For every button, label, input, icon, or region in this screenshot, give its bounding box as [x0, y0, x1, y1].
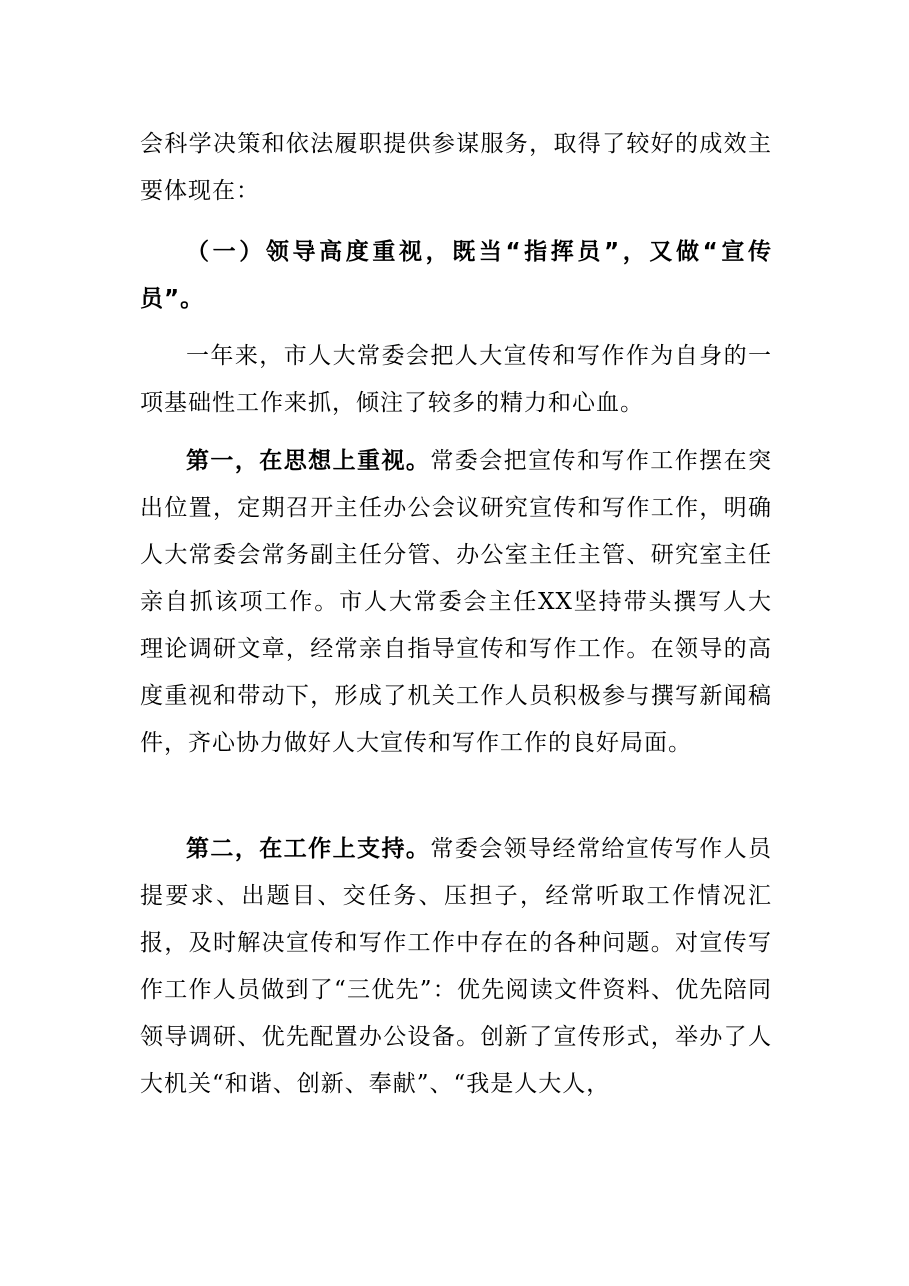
- intro-paragraph: 会科学决策和依法履职提供参谋服务，取得了较好的成效主要体现在：: [140, 131, 772, 204]
- section-heading: （一）领导高度重视，既当“指挥员”，又做“宣传员”。: [140, 239, 772, 312]
- first-point-lead: 第一，在思想上重视。: [186, 448, 431, 474]
- first-point-body: 常委会把宣传和写作工作摆在突出位置，定期召开主任办公会议研究宣传和写作工作，明确人大常委会常务副主任分管、办公室主任主管、研究室主任亲自抓该项工作。市人大常委会主任XX坚持带头撰写人大理论调研文章，经常亲自指导宣传和写作工作。在领导的高度重视和带动下，形成了机关工作人员积极参与撰写新闻稿件，齐心协力做好人大宣传和写作工作的良好局面。: [140, 448, 773, 756]
- overview-paragraph: 一年来，市人大常委会把人大宣传和写作作为自身的一项基础性工作来抓，倾注了较多的精力和心血。: [140, 343, 772, 416]
- second-point-lead: 第二，在工作上支持。: [186, 836, 431, 862]
- first-point-paragraph: [140, 438, 772, 767]
- second-point-body: 常委会领导经常给宣传写作人员提要求、出题目、交任务、压担子，经常听取工作情况汇报，及时解决宣传和写作工作中存在的各种问题。对宣传写作工作人员做到了“三优先”：优先阅读文件资料、优先陪同领导调研、优先配置办公设备。创新了宣传形式，举办了人大机关“和谐、创新、奉献”、“我是人大人，: [140, 836, 773, 1097]
- second-point-paragraph: [140, 826, 772, 1108]
